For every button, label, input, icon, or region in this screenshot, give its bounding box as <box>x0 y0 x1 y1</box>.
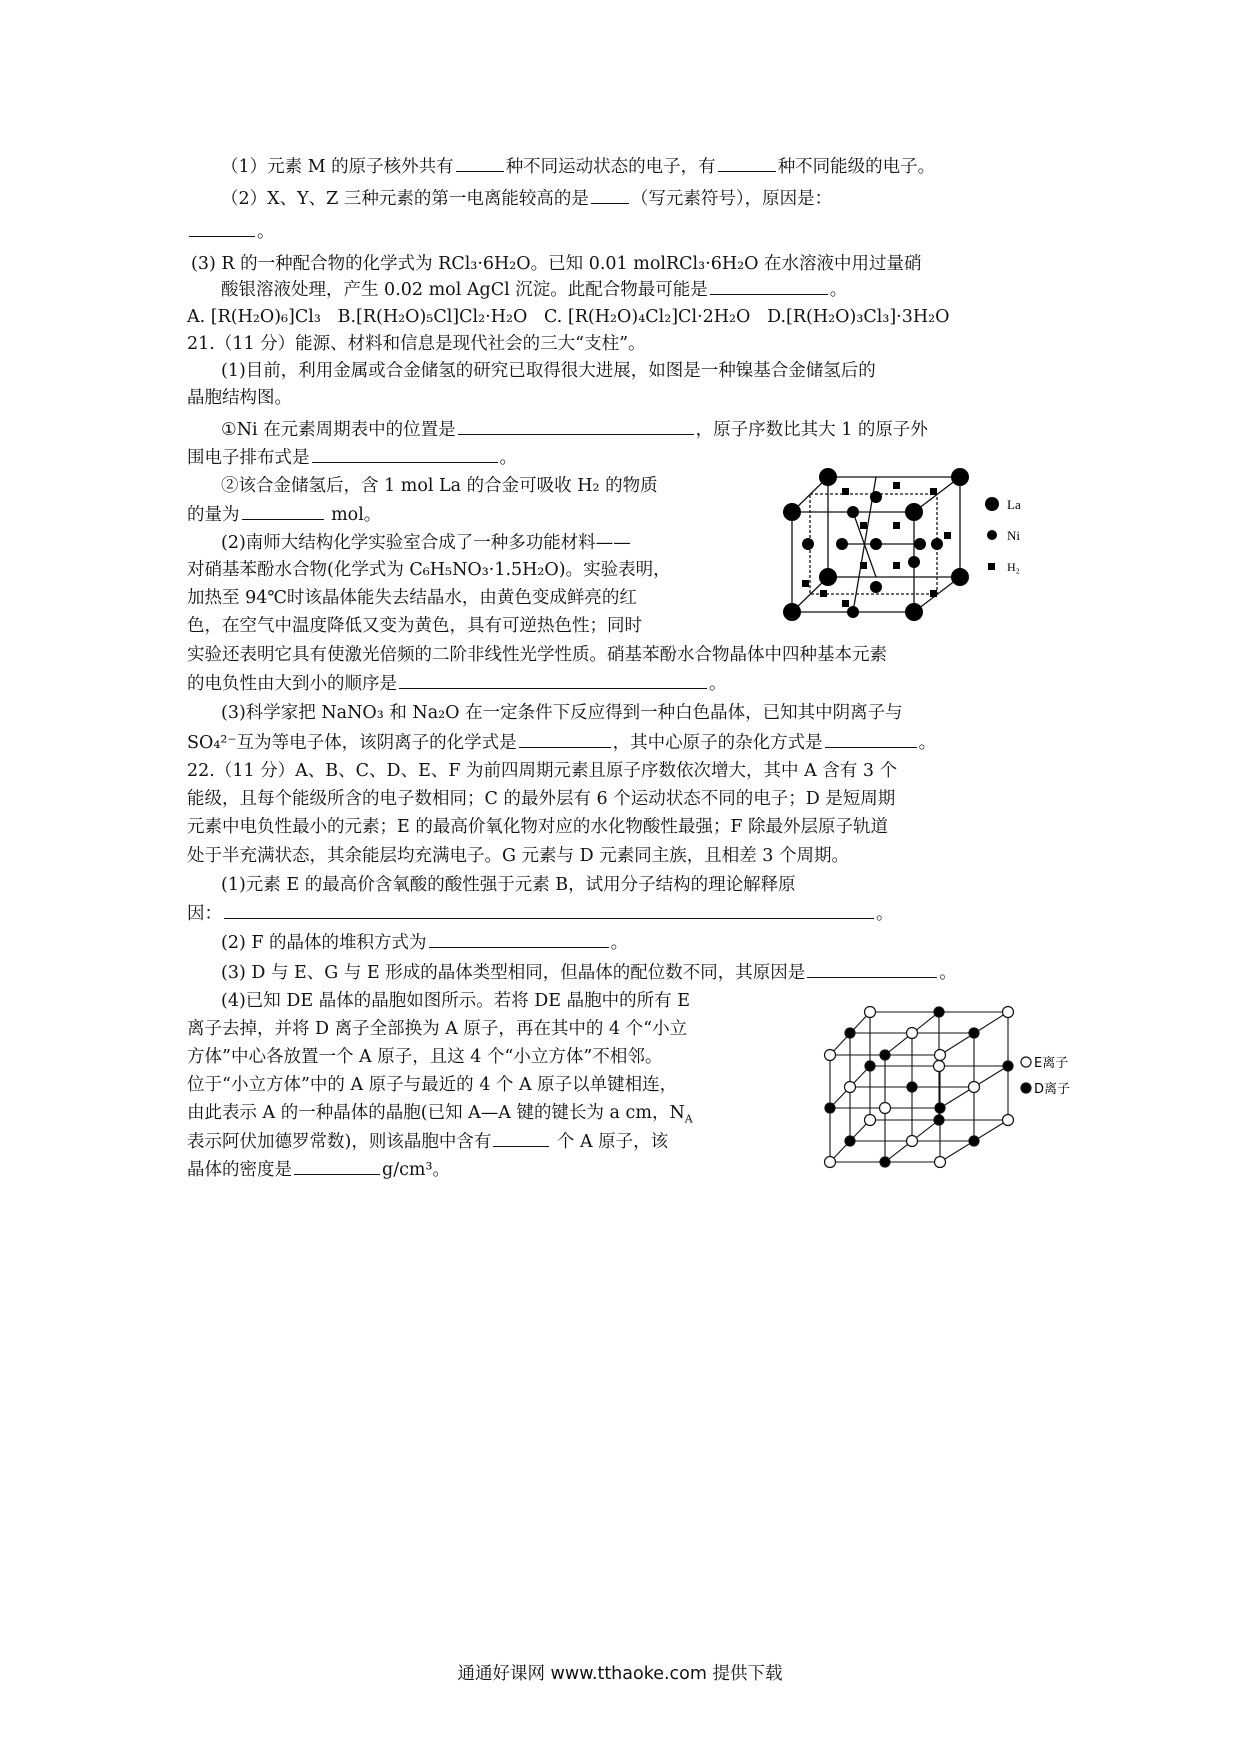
legend-e-ion: E离子 <box>1034 1056 1069 1071</box>
q21-p1a: (1)目前，利用金属或合金储氢的研究已取得很大进展，如图是一种镍基合金储氢后的 <box>221 361 876 381</box>
legend-la: La <box>1007 497 1021 512</box>
answer-blank[interactable] <box>456 155 504 172</box>
q22-p4b: 离子去掉，并将 D 离子全部换为 A 原子，再在其中的 4 个“小立 <box>187 1019 688 1039</box>
answer-blank[interactable] <box>399 672 707 689</box>
q22-p4e: 由此表示 A 的一种晶体的晶胞(已知 A—A 键的键长为 a cm，$N_A$ <box>187 1103 693 1126</box>
answer-blank[interactable] <box>807 961 937 978</box>
q22-p4c: 方体”中心各放置一个 A 原子，且这 4 个“小立方体”不相邻。 <box>187 1047 663 1067</box>
q21-s1: ①Ni 在元素周期表中的位置是 ，原子序数比其大 1 的原子外 <box>221 420 928 440</box>
q21-title: 21.（11 分）能源、材料和信息是现代社会的三大“支柱”。 <box>187 334 646 354</box>
answer-blank[interactable] <box>458 418 694 435</box>
q22-l3: 元素中电负性最小的元素；E 的最高价氧化物对应的水化物酸性最强；F 除最外层原子轨道 <box>187 817 889 837</box>
answer-blank[interactable] <box>312 446 498 463</box>
option-d: D.[R(H₂O)₃Cl₃]·3H₂O <box>767 307 950 327</box>
q21-p3a: (3)科学家把 NaNO₃ 和 Na₂O 在一定条件下反应得到一种白色晶体，已知其中阴离子与 <box>221 703 903 723</box>
answer-blank[interactable] <box>294 1158 380 1175</box>
answer-blank[interactable] <box>519 731 611 748</box>
answer-blank[interactable] <box>591 187 629 204</box>
q21-p2e: 实验还表明它具有使激光倍频的二阶非线性光学性质。硝基苯酚水合物晶体中四种基本元素 <box>187 645 887 665</box>
page-footer: 通通好课网 www.tthaoke.com 提供下载 <box>457 1664 783 1684</box>
legend-ni-marker <box>987 530 997 540</box>
answer-blank[interactable] <box>429 931 609 948</box>
q21-p1b: 晶胞结构图。 <box>187 388 292 408</box>
answer-blank[interactable] <box>493 1130 549 1147</box>
q21-p2c: 加热至 94℃时该晶体能失去结晶水，由黄色变成鲜亮的红 <box>187 588 637 608</box>
legend-h2: H₂ <box>1007 560 1020 574</box>
option-c: C. [R(H₂O)₄Cl₂]Cl·2H₂O <box>544 307 751 327</box>
q20-part1: （1）元素 M 的原子核外共有 种不同运动状态的电子，有 种不同能级的电子。 <box>221 157 936 177</box>
q20-part2: （2）X、Y、Z 三种元素的第一电离能较高的是 （写元素符号），原因是： <box>221 189 833 209</box>
q21-p3b: SO₄²⁻互为等电子体，该阴离子的化学式是 ，其中心原子的杂化方式是 。 <box>187 733 937 753</box>
q22-p1b: 因： 。 <box>187 904 894 924</box>
q21-p2f: 的电负性由大到小的顺序是 。 <box>187 674 727 694</box>
legend-la-marker <box>985 497 999 511</box>
crystal-cell-diagram-de <box>820 1000 1090 1180</box>
legend-d-marker <box>1021 1083 1031 1093</box>
option-a: A. [R(H₂O)₆]Cl₃ <box>187 307 321 327</box>
q21-p2a: (2)南师大结构化学实验室合成了一种多功能材料—— <box>221 533 631 553</box>
answer-blank[interactable] <box>825 731 917 748</box>
option-b: B.[R(H₂O)₅Cl]Cl₂·H₂O <box>337 307 528 327</box>
q22-p4d: 位于“小立方体”中的 A 原子与最近的 4 个 A 原子以单键相连， <box>187 1075 678 1095</box>
answer-blank[interactable] <box>710 278 828 295</box>
q21-s2a: ②该合金储氢后，含 1 mol La 的合金可吸收 H₂ 的物质 <box>221 476 658 496</box>
answer-blank[interactable] <box>224 902 874 919</box>
legend-d-ion: D离子 <box>1034 1082 1071 1097</box>
legend-ni: Ni <box>1007 528 1020 543</box>
answer-blank[interactable] <box>718 155 776 172</box>
q20-part3-b: 酸银溶液处理，产生 0.02 mol AgCl 沉淀。此配合物最可能是 。 <box>221 280 848 300</box>
q22-p4h: 晶体的密度是 g/cm³。 <box>187 1160 451 1180</box>
q21-p2d: 色，在空气中温度降低又变为黄色，具有可逆热色性；同时 <box>187 616 642 636</box>
q21-s1-c: 围电子排布式是 。 <box>187 448 517 468</box>
legend-h2-marker <box>988 563 995 570</box>
q22-p4f: 表示阿伏加德罗常数)，则该晶胞中含有 个 A 原子，该 <box>187 1132 669 1152</box>
answer-blank[interactable] <box>189 220 255 237</box>
q22-l1: 22.（11 分）A、B、C、D、E、F 为前四周期元素且原子序数依次增大，其中 A 含有 3 个 <box>187 761 898 781</box>
q22-p1a: (1)元素 E 的最高价含氧酸的酸性强于元素 B，试用分子结构的理论解释原 <box>221 875 796 895</box>
q22-p2: (2) F 的晶体的堆积方式为 。 <box>221 933 629 953</box>
q21-s2b: 的量为 mol。 <box>187 505 382 525</box>
q21-p2b: 对硝基苯酚水合物(化学式为 C₆H₅NO₃·1.5H₂O)。实验表明， <box>187 560 671 580</box>
legend-e-marker <box>1021 1057 1031 1067</box>
q22-l2: 能级，且每个能级所含的电子数相同；C 的最外层有 6 个运动状态不同的电子；D 是短周期 <box>187 789 896 809</box>
answer-blank[interactable] <box>242 503 324 520</box>
crystal-cell-diagram-ni-alloy <box>780 462 1070 632</box>
q22-p3: (3) D 与 E、G 与 E 形成的晶体类型相同，但晶体的配位数不同，其原因是 。 <box>221 963 957 983</box>
q22-l4: 处于半充满状态，其余能层均充满电子。G 元素与 D 元素同主族，且相差 3 个周期。 <box>187 846 849 866</box>
q20-part2-reason: 。 <box>187 220 1057 243</box>
q20-options <box>187 306 1067 328</box>
q22-p4a: (4)已知 DE 晶体的晶胞如图所示。若将 DE 晶胞中的所有 E <box>221 991 690 1011</box>
q20-part3: (3) R 的一种配合物的化学式为 RCl₃·6H₂O。已知 0.01 molRCl₃·6H₂O 在水溶液中用过量硝 <box>191 254 922 274</box>
